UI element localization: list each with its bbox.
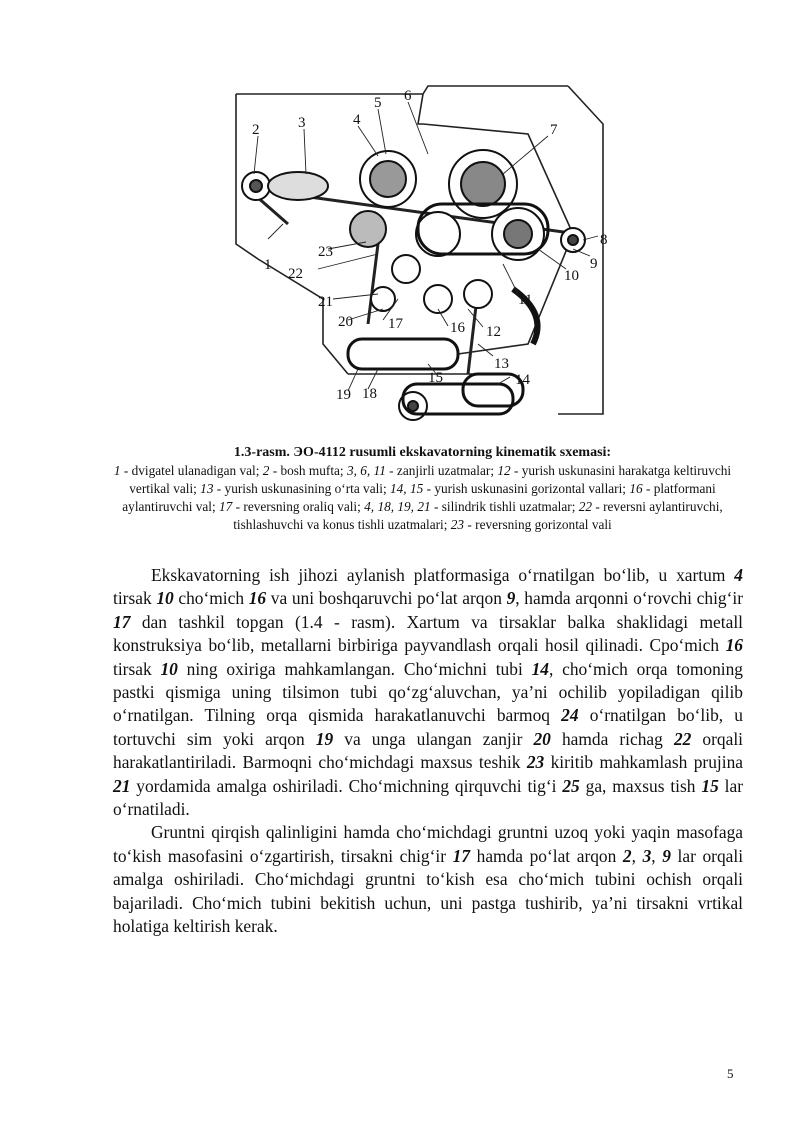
- part-number-ref: 25: [562, 775, 580, 796]
- paragraph-text: , choʻmich orqa tomoning pastki qismiga uning tilsimon tubi qoʻzgʻaluvchan, yaʼni ochilib yopiladigan qilib oʻrnatilgan. Tilning orqa qismida harakatlanuvchi barmoq: [113, 658, 743, 726]
- caption-legend: [100, 462, 745, 534]
- paragraph-text: orqali harakatlantiriladi. Barmoqni choʻmichdagi maxsus teshik: [113, 728, 743, 773]
- legend-description: - reversning gorizontal vali: [464, 517, 612, 532]
- legend-description: - platformani aylantiruvchi val;: [122, 481, 716, 514]
- part-number-ref: 17: [452, 845, 471, 866]
- part-number-ref: 22: [673, 728, 692, 749]
- label-10: 10: [564, 268, 579, 284]
- paragraph-text: Ekskavatorning ish jihozi aylanish platformasiga oʻrnatilgan boʻlib, u xartum: [151, 565, 735, 585]
- label-5: 5: [374, 95, 382, 111]
- label-16: 16: [450, 320, 465, 336]
- label-22: 22: [288, 266, 303, 282]
- legend-description: - reversning oraliq vali;: [232, 499, 365, 514]
- legend-description: - zanjirli uzatmalar;: [385, 463, 498, 478]
- label-2: 2: [252, 122, 260, 138]
- part-number-ref: 2: [622, 845, 632, 866]
- legend-number: 4, 18, 19, 21: [364, 499, 431, 514]
- label-23: 23: [318, 244, 333, 260]
- legend-number: 23: [450, 517, 465, 532]
- legend-description: - yurish uskunasining oʻrta vali;: [213, 481, 390, 496]
- label-12: 12: [486, 324, 501, 340]
- label-15: 15: [428, 370, 443, 386]
- label-3: 3: [298, 115, 306, 131]
- label-13: 13: [494, 356, 509, 372]
- part-number-ref: 10: [160, 658, 178, 679]
- part-number-ref: 9: [662, 845, 671, 866]
- paragraph-text: dan tashkil topgan (1.4 - rasm). Xartum va tirsaklar balka shaklidagi metall konstruksiya boʻlib, metallarni birbiriga payvandlash orqali hosil qilinadi. Cpoʻmich: [113, 611, 743, 656]
- legend-number: 14, 15: [390, 481, 424, 496]
- label-9: 9: [590, 256, 598, 272]
- paragraph: [113, 564, 743, 821]
- legend-number: 3, 6, 11: [346, 463, 386, 478]
- part-number-ref: 20: [533, 728, 551, 749]
- kinematic-scheme-drawing: [228, 84, 610, 424]
- label-4: 4: [353, 112, 361, 128]
- paragraph-text: yordamida amalga oshiriladi. Choʻmichning qirquvchi tigʻi: [130, 775, 563, 796]
- label-6: 6: [404, 88, 412, 104]
- legend-description: - dvigatel ulanadigan val;: [120, 463, 263, 478]
- paragraph: [113, 821, 743, 938]
- paragraph-text: ga, maxsus tish: [579, 775, 702, 796]
- legend-description: - yurish uskunasini gorizontal vallari;: [423, 481, 630, 496]
- paragraph-text: lar oʻrnatiladi.: [113, 775, 743, 820]
- label-7: 7: [550, 122, 558, 138]
- legend-number: 16: [629, 481, 643, 496]
- label-14: 14: [515, 372, 530, 388]
- part-number-ref: 19: [315, 728, 334, 749]
- paragraph-text: choʻmich: [173, 588, 249, 609]
- legend-number: 2: [262, 463, 270, 478]
- part-number-ref: 15: [701, 775, 719, 796]
- legend-description: - silindrik tishli uzatmalar;: [430, 499, 579, 514]
- paragraph-text: kiritib mahkamlash prujina: [544, 752, 743, 773]
- paragraph-text: va unga ulangan zanjir: [333, 728, 534, 749]
- label-8: 8: [600, 232, 608, 248]
- label-19: 19: [336, 387, 351, 403]
- part-number-ref: 10: [156, 588, 174, 609]
- part-number-ref: 9: [506, 588, 516, 609]
- legend-number: 17: [219, 499, 233, 514]
- paragraph-text: va uni boshqaruvchi poʻlat arqon: [266, 588, 507, 609]
- part-number-ref: 21: [113, 775, 131, 796]
- part-number-ref: 17: [113, 611, 131, 632]
- paragraph-text: hamda poʻlat arqon: [470, 845, 623, 866]
- label-21: 21: [318, 294, 333, 310]
- part-number-ref: 16: [248, 588, 267, 609]
- kinematic-scheme-figure: [228, 84, 610, 424]
- paragraph-text: Gruntni qirqish qalinligini hamda choʻmichdagi gruntni uzoq yoki yaqin masofaga toʻkish masofasini oʻzgartirish, tirsakni chigʻir: [113, 822, 743, 866]
- body-text: [113, 564, 743, 939]
- part-number-ref: 23: [526, 752, 545, 773]
- page-number: 5: [727, 1066, 734, 1081]
- paragraph-text: oʻrnatilgan boʻlib, u tortuvchi sim yoki arqon: [113, 705, 743, 749]
- label-11: 11: [518, 292, 533, 308]
- label-1: 1: [264, 257, 272, 273]
- legend-number: 22: [578, 499, 593, 514]
- label-20: 20: [338, 314, 353, 330]
- paragraph-text: ning oxiriga mahkamlangan. Choʻmichni tubi: [177, 658, 532, 679]
- part-number-ref: 3: [642, 845, 652, 866]
- label-17: 17: [388, 316, 403, 332]
- figure-caption: [100, 444, 745, 534]
- paragraph-text: ,: [651, 845, 663, 866]
- paragraph-text: hamda richag: [550, 728, 674, 749]
- paragraph-text: ,: [631, 845, 643, 866]
- label-18: 18: [362, 386, 377, 402]
- legend-number: 13: [200, 481, 214, 496]
- part-number-ref: 16: [725, 635, 743, 656]
- part-number-ref: 14: [531, 658, 549, 679]
- paragraph-text: tirsak: [113, 588, 157, 609]
- part-number-ref: 24: [561, 705, 579, 726]
- legend-number: 1: [113, 463, 121, 478]
- paragraph-text: lar orqali amalga oshiriladi. Choʻmichdagi gruntni toʻkish esa choʻmich tubini ochish orqali bajariladi. Choʻmich tubini bekitish uchun, uni pastga tushirib, yaʼni tirsakni vrtikal holatiga keltirish kerak.: [113, 845, 744, 937]
- legend-description: - bosh mufta;: [269, 463, 347, 478]
- caption-title: 1.3-rasm. ЭО-4112 rusumli ekskavatorning kinematik sxemasi:: [233, 445, 612, 460]
- part-number-ref: 4: [734, 565, 743, 585]
- paragraph-text: , hamda arqonni oʻrovchi chigʻir: [515, 588, 744, 609]
- legend-description: - reversni aylantiruvchi, tishlashuvchi va konus tishli uzatmalari;: [233, 499, 723, 532]
- legend-description: - yurish uskunasini harakatga keltiruvchi vertikal vali;: [129, 463, 732, 496]
- legend-number: 12: [497, 463, 511, 478]
- paragraph-text: tirsak: [113, 658, 161, 679]
